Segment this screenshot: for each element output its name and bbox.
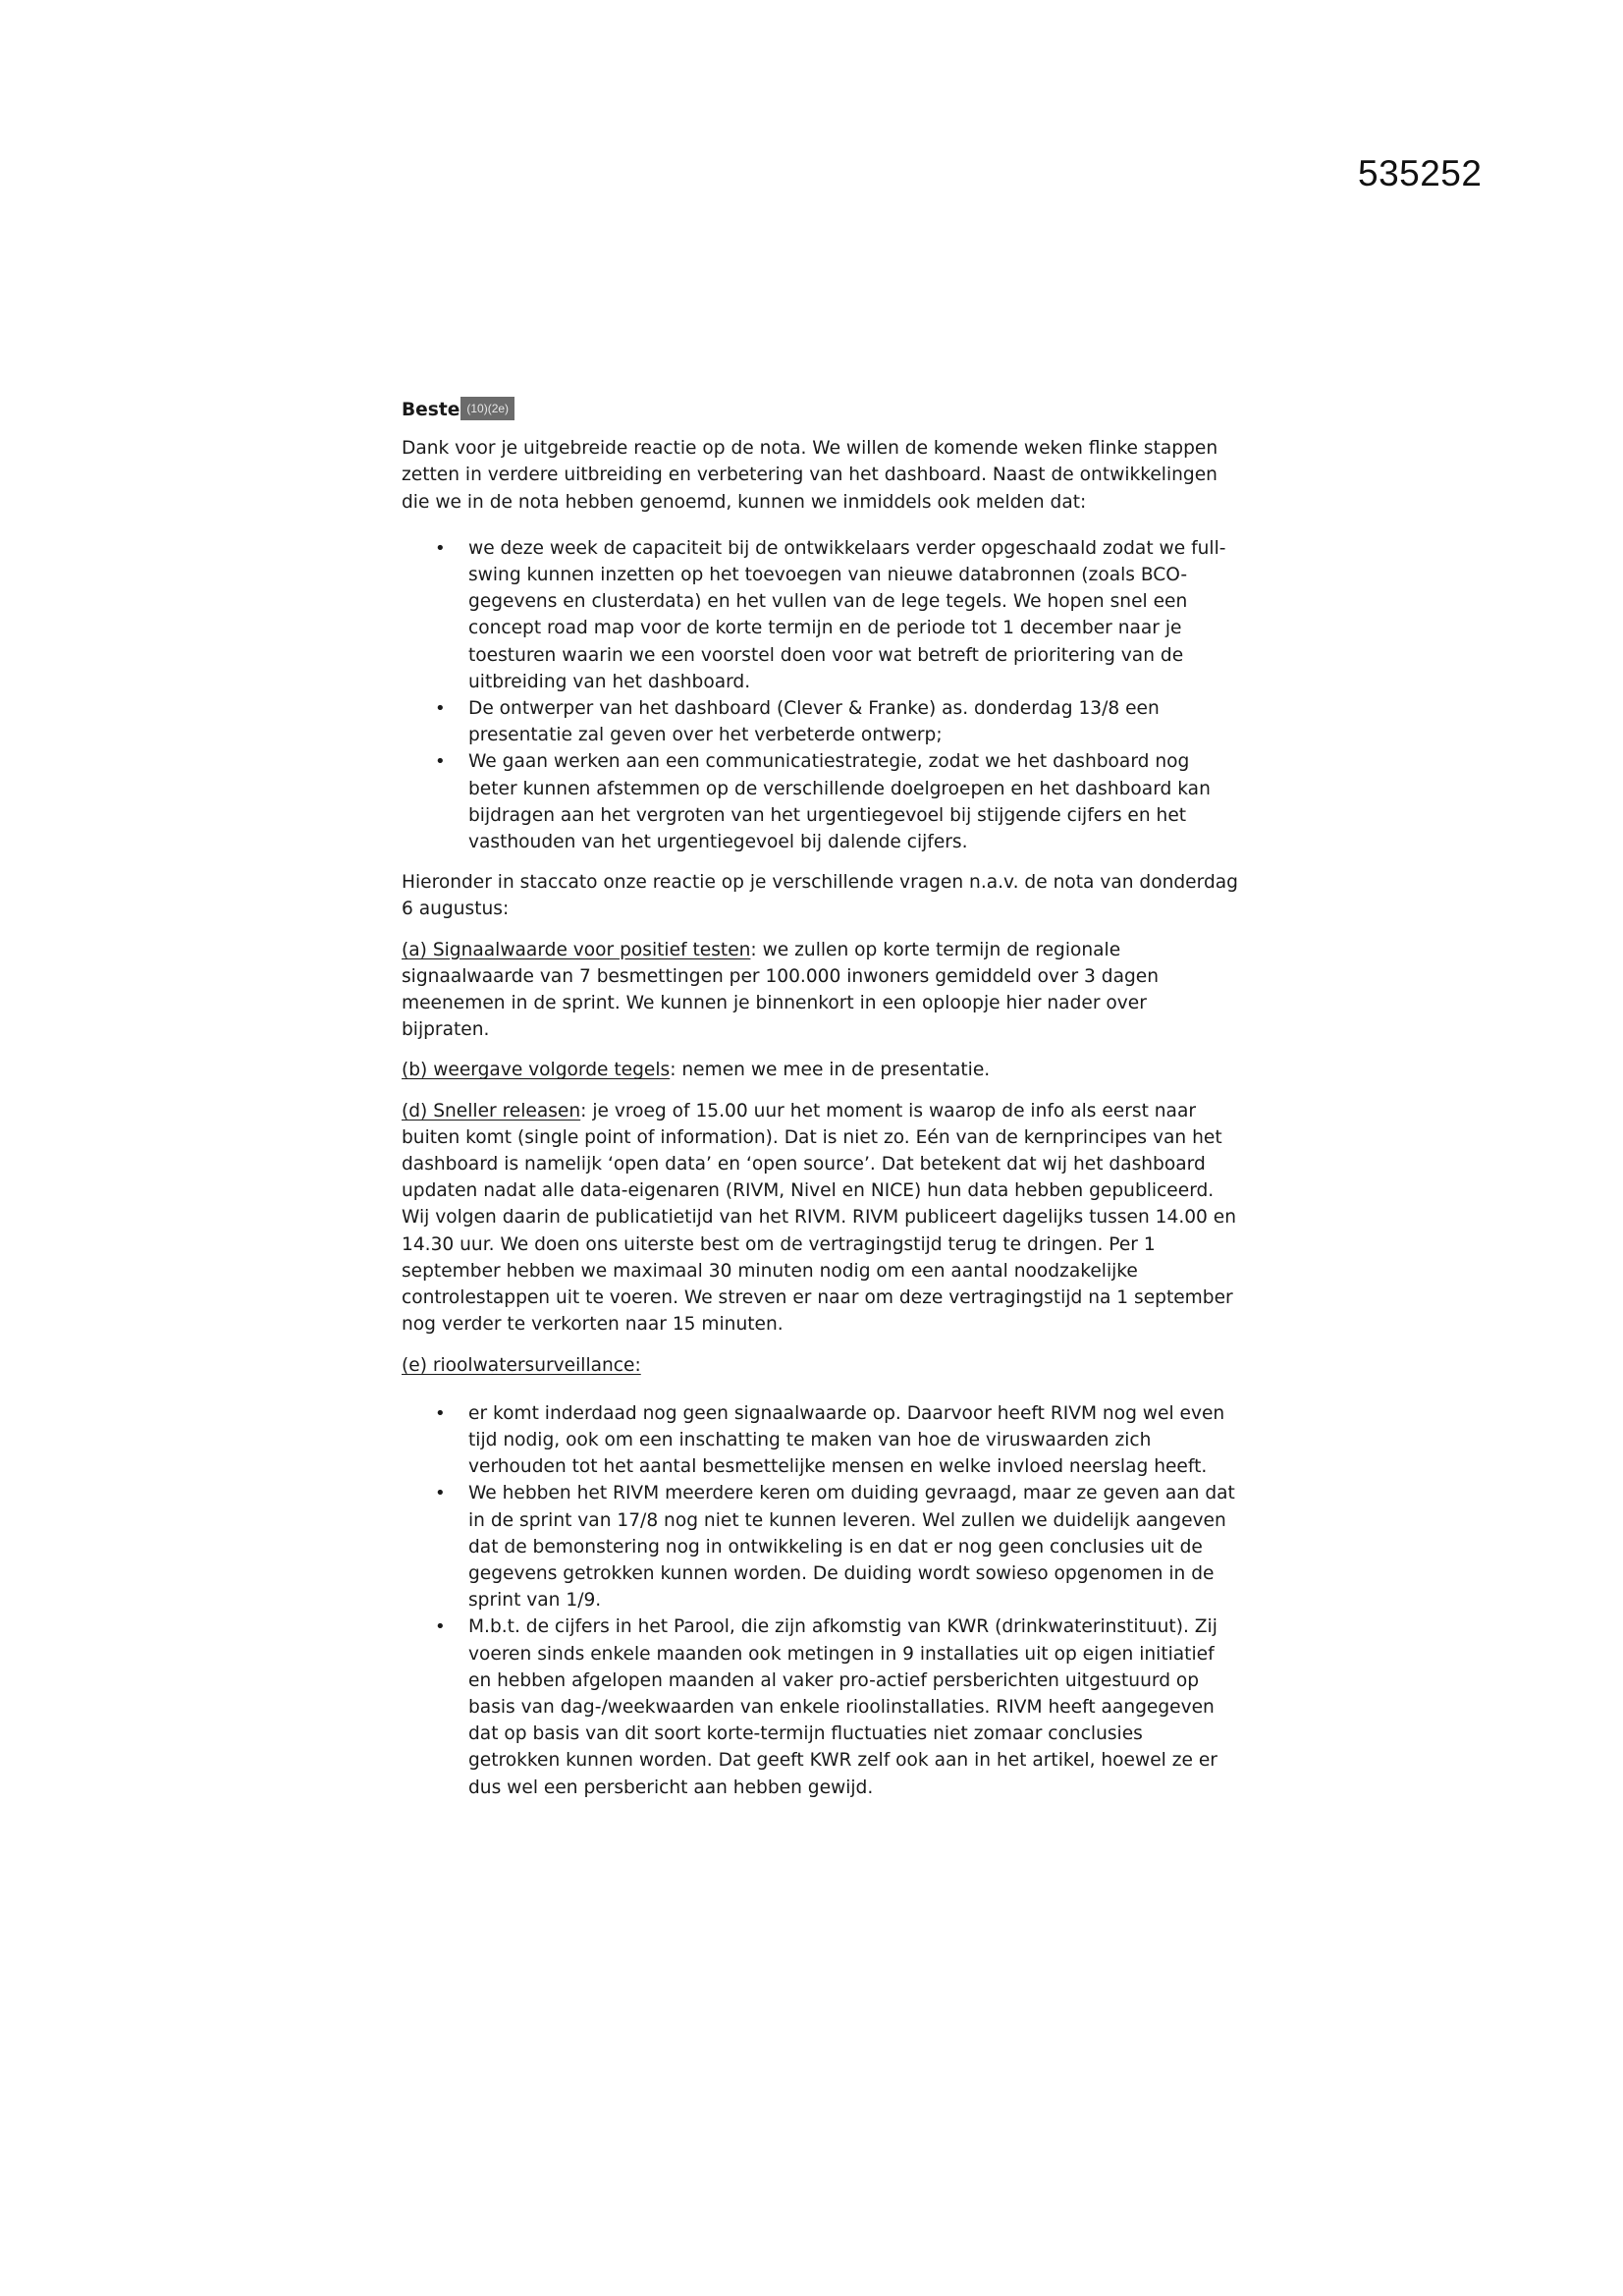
sewage-bullet-list <box>402 1400 1238 1801</box>
section-d-text: : je vroeg of 15.00 uur het moment is waarop de info als eerst naar buiten komt (single point of information). Dat is niet zo. Eén van de kernprincipes van het dashboard is namelijk ‘open data’ en ‘open source’. Dat betekent dat wij het dashboard updaten nadat alle data-eigenaren (RIVM, Nivel en NICE) hun data hebben gepubliceerd. Wij volgen daarin de publicatietijd van het RIVM. RIVM publiceert dagelijks tussen 14.00 en 14.30 uur. We doen ons uiterste best om de vertragingstijd terug te dringen. Per 1 september hebben we maximaal 30 minuten nodig om een aantal noodzakelijke controlestappen uit te voeren. We streven er naar om deze vertragingstijd na 1 september nog verder te verkorten naar 15 minuten. <box>402 1100 1237 1336</box>
section-a-text: : we zullen op korte termijn de regionale signaalwaarde van 7 besmettingen per 100.000 inwoners gemiddeld over 3 dagen meenemen in de sprint. We kunnen je binnenkort in een oploopje hier nader over bijpraten. <box>402 939 1160 1041</box>
document-id: 535252 <box>1358 153 1483 193</box>
top-bullet-list <box>402 535 1238 855</box>
section-a-paragraph <box>402 937 1238 1044</box>
section-d-paragraph <box>402 1098 1238 1339</box>
list-item: • De ontwerper van het dashboard (Clever & Franke) as. donderdag 13/8 een presentatie zal geven over het verbeterde ontwerp; <box>402 695 1238 748</box>
section-b-heading: (b) weergave volgorde tegels <box>402 1060 671 1081</box>
section-e-heading: (e) rioolwatersurveillance: <box>402 1354 641 1376</box>
list-item: • M.b.t. de cijfers in het Parool, die zijn afkomstig van KWR (drinkwaterinstituut). Zij voeren sinds enkele maanden ook metingen in 9 installaties uit op eigen initiatief en hebben afgelopen maanden al vaker pro-actief persberichten uitgestuurd op basis van dag-/weekwaarden van enkele rioolinstallaties. RIVM heeft aangegeven dat op basis van dit soort korte-termijn fluctuaties niet zomaar conclusies getrokken kunnen worden. Dat geeft KWR zelf ook aan in het artikel, hoewel ze er dus wel een persbericht aan hebben gewijd. <box>402 1613 1238 1800</box>
salutation-line <box>402 397 1238 423</box>
section-d-heading: (d) Sneller releasen <box>402 1100 581 1121</box>
list-item: • We hebben het RIVM meerdere keren om duiding gevraagd, maar ze geven aan dat in de sprint van 17/8 nog niet te kunnen leveren. Wel zullen we duidelijk aangeven dat de bemonstering nog in ontwikkeling is en dat er nog geen conclusies uit de gegevens getrokken kunnen worden. De duiding wordt sowieso opgenomen in de sprint van 1/9. <box>402 1480 1238 1613</box>
section-e-paragraph <box>402 1352 1238 1379</box>
intro-paragraph: Dank voor je uitgebreide reactie op de nota. We willen de komende weken flinke stappen zetten in verdere uitbreiding en verbetering van het dashboard. Naast de ontwikkelingen die we in de nota hebben genoemd, kunnen we inmiddels ook melden dat: <box>402 438 1218 513</box>
reply-intro-paragraph: Hieronder in staccato onze reactie op je verschillende vragen n.a.v. de nota van donderdag 6 augustus: <box>402 872 1238 920</box>
letter-body <box>402 397 1238 1815</box>
section-b-paragraph <box>402 1057 1238 1083</box>
section-b-text: : nemen we mee in de presentatie. <box>670 1060 991 1081</box>
list-item: • We gaan werken aan een communicatiestrategie, zodat we het dashboard nog beter kunnen afstemmen op de verschillende doelgroepen en het dashboard kan bijdragen aan het vergroten van het urgentiegevoel bij stijgende cijfers en het vasthouden van het urgentiegevoel bij dalende cijfers. <box>402 748 1238 855</box>
list-item: • er komt inderdaad nog geen signaalwaarde op. Daarvoor heeft RIVM nog wel even tijd nodig, ook om een inschatting te maken van hoe de viruswaarden zich verhouden tot het aantal besmettelijke mensen en welke invloed neerslag heeft. <box>402 1400 1238 1481</box>
section-a-heading: (a) Signaalwaarde voor positief testen <box>402 939 751 960</box>
salutation: Beste <box>402 400 460 420</box>
redaction-box: (10)(2e) <box>460 397 514 420</box>
list-item: • we deze week de capaciteit bij de ontwikkelaars verder opgeschaald zodat we full-swing kunnen inzetten op het toevoegen van nieuwe databronnen (zoals BCO-gegevens en clusterdata) en het vullen van de lege tegels. We hopen snel een concept road map voor de korte termijn en de periode tot 1 december naar je toesturen waarin we een voorstel doen voor wat betreft de prioritering van de uitbreiding van het dashboard. <box>402 535 1238 695</box>
